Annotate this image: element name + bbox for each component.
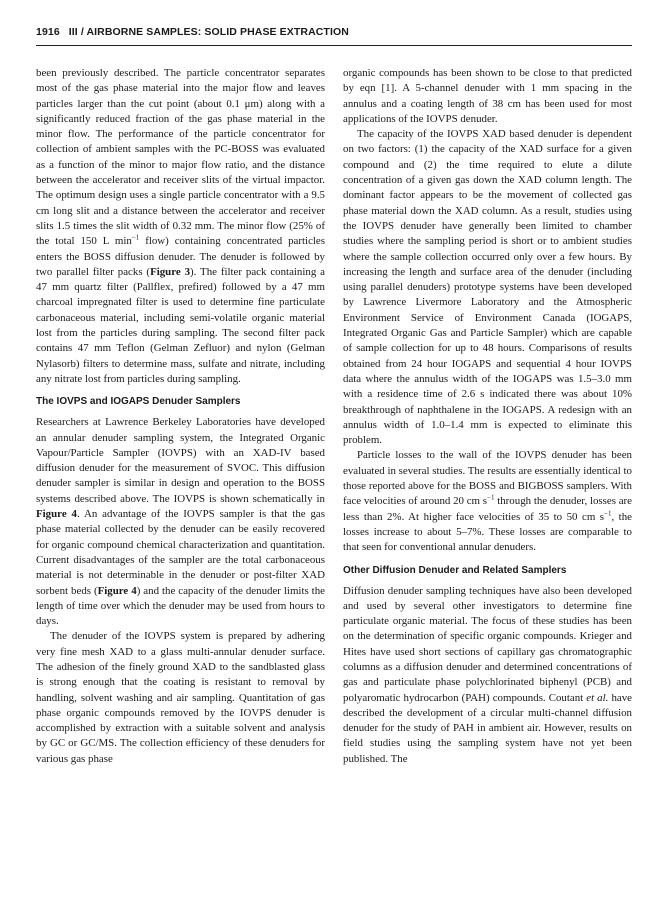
left-column <box>36 66 325 767</box>
paragraph: The capacity of the IOVPS XAD based denuder is dependent on two factors: (1) the capacity of the XAD surface for a given compound and (2) the time required to elute a dilute concentration of a given gas down the XAD column length. The dominant factor appears to be the movement of collected gas phase material down the XAD column. As a result, studies using the IOVPS denuder have generally been limited to chamber studies where the sampling period is short or to ambient studies where the sample collection occurred only over a few hours. By increasing the length and surface area of the denuder (including using parallel denuders) prototype systems have been developed by Lawrence Livermore Laboratory and the Atmospheric Environment Service of Environment Canada (IOGAPS, Integrated Organic Gas and Particle Sampler) which are capable of sample collection for up to 48 hours. Comparisons of results obtained from 24 hour IOGAPS and sequential 4 hour IOVPS data where the annulus width of the IOGAPS was 1.5–3.0 mm with a residence time of 2.6 s indicated there was about 10% breakthrough of naphthalene in the IOGAPS. A redesign with an annulus width of 1.0–1.4 mm is expected to eliminate this problem. <box>343 128 632 447</box>
page-number: 1916 <box>36 26 60 38</box>
running-title: III / AIRBORNE SAMPLES: SOLID PHASE EXTRACTION <box>68 26 349 38</box>
figure-reference: Figure 4 <box>36 508 77 521</box>
paragraph: Particle losses to the wall of the IOVPS denuder has been evaluated in several studies. The results are essentially identical to those reported above for the BOSS and BIGBOSS samplers. With face velocities of around 20 cm $s^{-1}$ through the denuder, losses are less than 2%. At higher face velocities of 35 to 50 cm $s^{-1}$, the losses increase to about 5–7%. These losses are comparable to that seen for conventional annular denuders. <box>343 449 632 554</box>
paragraph: The denuder of the IOVPS system is prepared by adhering very fine mesh XAD to a glass multi-annular denuder surface. The adhesion of the finely ground XAD to the sandblasted glass is strong enough that the coating is resistant to removal by handling, solvent washing and air sampling. Quantitation of gas phase organic compounds removed by the IOVPS denuder is accomplished by extraction with a suitable solvent and analysis by GC or GC/MS. The collection efficiency of these denuders for various gas phase <box>36 630 325 765</box>
right-column <box>343 66 632 767</box>
section-heading: The IOVPS and IOGAPS Denuder Samplers <box>36 396 241 408</box>
running-header <box>36 26 632 38</box>
paragraph: Diffusion denuder sampling techniques have also been developed and used by several other investigators to determine fine particulate organic material. The focus of these studies has been on the determination of specific organic compounds. Krieger and Hites have used short sections of capillary gas chromatographic columns as a diffusion denuder and determined concentrations of gas and particulate phase polychlorinated biphenyl (PCB) and polyaromatic hydrocarbon (PAH) compounds. Coutant et al. have described the development of a circular multi-channel diffusion denuder for the study of PAH in ambient air. However, results on field studies using the sampling system have not yet been published. The <box>343 584 633 765</box>
figure-reference: Figure 3 <box>150 265 191 278</box>
section-heading: Other Diffusion Denuder and Related Samplers <box>343 564 567 576</box>
paragraph: Researchers at Lawrence Berkeley Laboratories have developed an annular denuder sampling system, the Integrated Organic Vapour/Particle Sampler (IOVPS) with an XAD-IV based diffusion denuder for the measurement of SVOC. This diffusion denuder sampler is similar in design and operation to the BOSS systems described above. The IOVPS is shown schematically in Figure 4. An advantage of the IOVPS sampler is that the gas phase material collected by the denuder can be easily recovered for organic compound chemical characterization and quantitation. Current disadvantages of the sampler are the total carbonaceous material is not determinable in the denuder or post-filter XAD sorbent beds (Figure 4) and the capacity of the denuder limits the length of time over which the denuder may be used from hours to days. <box>36 416 325 628</box>
header-rule <box>36 45 632 46</box>
figure-reference: Figure 4 <box>97 584 137 597</box>
paragraph: been previously described. The particle concentrator separates most of the gas phase material into the major flow and leaves particles larger than the cut point (about 0.1 μm) along with a significantly reduced fraction of the gas phase material in the minor flow. The performance of the particle concentrator for collection of ambient samples with the PC-BOSS was evaluated as a function of the minor to major flow ratio, and the distance between the accelerator and receiver slits of the virtual impactor. The optimum design uses a single particle concentrator with a 9.5 cm long slit and a distance between the accelerator and receiver slits 1.5 times the slit width of 0.32 mm. The minor flow (25% of the total 150 L $\min^{-1}$ flow) containing concentrated particles enters the BOSS diffusion denuder. The denuder is followed by two parallel filter packs (Figure 3). The filter pack containing a 47 mm quartz filter (Pallflex, prefired) followed by a 47 mm charcoal impregnated filter is used to determine fine particulate carbonaceous material, including semi-volatile organic material lost from the particles during sampling. The second filter pack contains 47 mm Teflon (Gelman Zefluor) and nylon (Gelman Nylasorb) filters to determine mass, sulfate and nitrate, including any nitrate lost from particles during sampling. <box>36 67 325 385</box>
paragraph: organic compounds has been shown to be close to that predicted by eqn [1]. A 5-channel denuder with 1 mm spacing in the annulus and a coating length of 38 cm has been used for most applications of the IOVPS denuder. <box>343 67 632 125</box>
